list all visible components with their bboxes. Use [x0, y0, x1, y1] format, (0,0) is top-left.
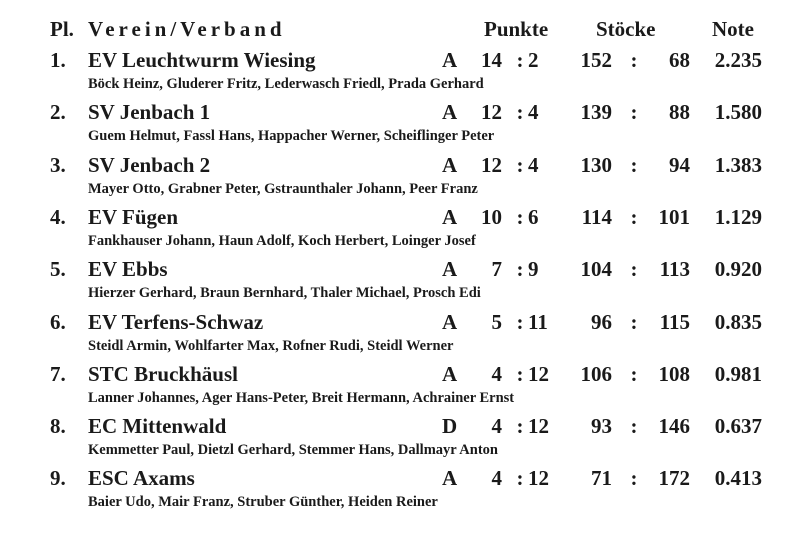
row-place: 4.	[50, 204, 66, 229]
row-sticks-separator: :	[630, 257, 638, 282]
row-points-separator: :	[516, 466, 524, 491]
header-place: Pl.	[50, 17, 74, 41]
table-row	[0, 359, 800, 411]
row-club-name: ESC Axams	[88, 466, 195, 491]
table-row	[0, 150, 800, 202]
table-row	[0, 254, 800, 306]
header-points: Punkte	[484, 17, 549, 41]
header-club: Verein/Verband	[88, 17, 286, 41]
row-sticks-against: 68	[669, 48, 690, 72]
row-sticks-for: 114	[581, 204, 612, 229]
row-points-won: 7	[491, 257, 502, 282]
row-club-name: EC Mittenwald	[88, 414, 227, 439]
row-points-lost: 12	[528, 414, 549, 439]
row-group: A	[442, 309, 458, 334]
row-members: Kemmetter Paul, Dietzl Gerhard, Stemmer Hans, Dallmayr Anton	[88, 442, 498, 459]
row-points-won: 12	[481, 152, 502, 177]
row-place: 5.	[50, 257, 66, 282]
header-sticks: Stöcke	[596, 17, 656, 41]
table-row	[0, 307, 800, 359]
row-points-separator: :	[516, 100, 524, 125]
row-group: A	[442, 466, 458, 491]
row-place: 1.	[50, 48, 66, 72]
row-points-separator: :	[516, 48, 524, 72]
row-club-name: EV Fügen	[88, 204, 179, 229]
row-place: 7.	[50, 361, 66, 386]
row-club-name: EV Leuchtwurm Wiesing	[88, 48, 316, 72]
row-members: Böck Heinz, Gluderer Fritz, Lederwasch Friedl, Prada Gerhard	[88, 76, 484, 92]
row-rating: 1.580	[714, 100, 762, 125]
row-rating: 1.383	[714, 152, 762, 177]
row-points-won: 10	[481, 204, 502, 229]
row-sticks-for: 96	[591, 309, 612, 334]
row-rating: 1.129	[714, 204, 762, 229]
row-points-lost: 6	[528, 204, 539, 229]
header-rating: Note	[712, 17, 754, 41]
row-members: Guem Helmut, Fassl Hans, Happacher Werner, Scheiflinger Peter	[88, 128, 495, 145]
row-place: 6.	[50, 309, 66, 334]
row-place: 9.	[50, 466, 66, 491]
table-row	[0, 411, 800, 463]
table-row	[0, 463, 800, 515]
row-club-name: SV Jenbach 1	[88, 100, 211, 125]
table-row	[0, 202, 800, 254]
row-members: Baier Udo, Mair Franz, Struber Günther, Heiden Reiner	[88, 494, 438, 511]
row-sticks-separator: :	[630, 414, 638, 439]
row-sticks-for: 93	[591, 414, 612, 439]
row-sticks-for: 152	[580, 48, 612, 72]
row-group: A	[442, 257, 458, 282]
row-points-separator: :	[516, 204, 524, 229]
row-points-lost: 12	[528, 361, 549, 386]
row-sticks-for: 104	[580, 257, 612, 282]
row-rating: 2.235	[714, 48, 762, 72]
row-group: A	[442, 100, 458, 125]
row-members: Mayer Otto, Grabner Peter, Gstraunthaler Johann, Peer Franz	[88, 180, 478, 197]
row-points-separator: :	[516, 257, 524, 282]
row-group: D	[442, 414, 458, 439]
row-points-won: 14	[481, 48, 502, 72]
row-place: 2.	[50, 100, 66, 125]
row-points-lost: 2	[528, 48, 539, 72]
row-group: A	[442, 48, 458, 72]
row-sticks-for: 139	[580, 100, 612, 125]
row-members: Lanner Johannes, Ager Hans-Peter, Breit Hermann, Achrainer Ernst	[88, 389, 515, 406]
row-place: 3.	[50, 152, 66, 177]
row-sticks-against: 113	[659, 257, 690, 282]
row-points-lost: 4	[528, 100, 539, 125]
row-sticks-for: 106	[580, 361, 612, 386]
row-sticks-separator: :	[630, 152, 638, 177]
table-row	[0, 45, 800, 97]
row-club-name: EV Terfens-Schwaz	[88, 309, 264, 334]
table-row	[0, 97, 800, 149]
row-club-name: SV Jenbach 2	[88, 152, 211, 177]
row-points-won: 12	[481, 100, 502, 125]
row-points-separator: :	[516, 309, 524, 334]
row-members: Steidl Armin, Wohlfarter Max, Rofner Rudi, Steidl Werner	[88, 337, 454, 354]
row-rating: 0.920	[714, 257, 762, 282]
row-points-lost: 9	[528, 257, 539, 282]
row-points-won: 4	[491, 361, 502, 386]
row-rating: 0.835	[714, 309, 762, 334]
row-sticks-against: 94	[669, 152, 690, 177]
row-group: A	[442, 204, 458, 229]
row-sticks-separator: :	[630, 48, 638, 72]
row-sticks-separator: :	[630, 466, 638, 491]
row-points-won: 5	[491, 309, 502, 334]
row-points-won: 4	[491, 414, 502, 439]
row-points-lost: 12	[528, 466, 549, 491]
row-sticks-against: 115	[659, 309, 690, 334]
row-sticks-against: 108	[658, 361, 690, 386]
row-place: 8.	[50, 414, 66, 439]
row-sticks-against: 101	[658, 204, 690, 229]
row-club-name: EV Ebbs	[88, 257, 168, 282]
row-rating: 0.413	[714, 466, 762, 491]
row-points-won: 4	[491, 466, 502, 491]
row-club-name: STC Bruckhäusl	[88, 361, 238, 386]
row-sticks-against: 172	[658, 466, 690, 491]
row-sticks-separator: :	[630, 100, 638, 125]
row-sticks-for: 71	[591, 466, 612, 491]
row-sticks-against: 146	[658, 414, 690, 439]
row-points-lost: 4	[528, 152, 539, 177]
row-sticks-for: 130	[580, 152, 612, 177]
row-sticks-separator: :	[630, 204, 638, 229]
row-sticks-separator: :	[630, 361, 638, 386]
row-points-separator: :	[516, 361, 524, 386]
row-rating: 0.637	[714, 414, 762, 439]
row-points-separator: :	[516, 414, 524, 439]
row-group: A	[442, 361, 458, 386]
row-points-lost: 11	[528, 309, 548, 334]
row-sticks-separator: :	[630, 309, 638, 334]
row-sticks-against: 88	[669, 100, 690, 125]
row-members: Hierzer Gerhard, Braun Bernhard, Thaler Michael, Prosch Edi	[88, 285, 481, 302]
row-rating: 0.981	[714, 361, 762, 386]
row-members: Fankhauser Johann, Haun Adolf, Koch Herbert, Loinger Josef	[88, 232, 476, 249]
row-group: A	[442, 152, 458, 177]
row-points-separator: :	[516, 152, 524, 177]
